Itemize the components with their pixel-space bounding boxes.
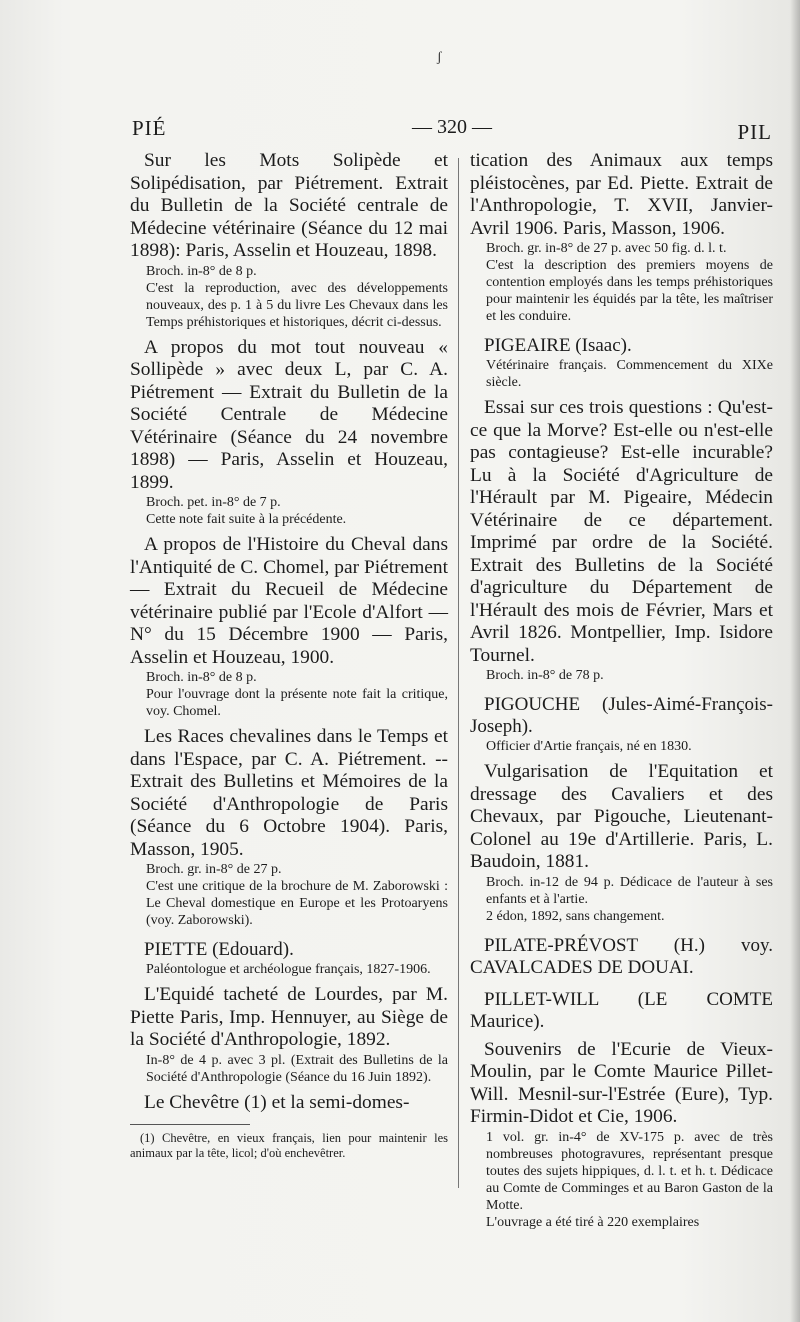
running-head [132, 116, 772, 146]
entry-title: Vulgarisation de l'Equitation et dressage des Cavaliers et des Chevaux, par Pigouche, Lieutenant-Colonel au 19e d'Artillerie. Paris, L. Baudoin, 1881. [470, 761, 773, 872]
footnote: (1) Chevêtre, en vieux français, lien pour maintenir les animaux par la tête, licol; d'où enchevêtrer. [130, 1131, 448, 1160]
entry-title: Essai sur ces trois questions : Qu'est-ce que la Morve? Est-elle ou n'est-elle pas contagieuse? Est-elle incurable? Lu à la Société d'Agriculture de l'Hérault par M. Pigeaire, Médecin Vétérinaire de ce département. Imprimé par ordre de la Société. Extrait des Bulletins de la Société d'agriculture du Département de l'Hérault des mois de Février, Mars et Avril 1826. Montpellier, Imp. Isidore Tournel. [470, 397, 773, 666]
entry-note: Broch. in-8° de 8 p. [146, 263, 257, 279]
author-heading: PILLET-WILL (LE COMTE Maurice). [470, 988, 773, 1032]
page-number: — 320 — [412, 116, 492, 138]
entry-title: L'Equidé tacheté de Lourdes, par M. Piette Paris, Imp. Hennuyer, au Siège de la Société d'Anthropologie, 1892. [130, 984, 448, 1050]
left-column [130, 150, 448, 1161]
entry-title: Sur les Mots Solipède et Solipédisation, par Piétrement. Extrait du Bulletin de la Société centrale de Médecine vétérinaire (Séance du 12 mai 1898): Paris, Asselin et Houzeau, 1898. [130, 150, 448, 261]
entry-note: 2 édon, 1892, sans changement. [486, 908, 665, 924]
entry-note: Broch. in-8° de 78 p. [486, 668, 604, 683]
entry-note: L'ouvrage a été tiré à 220 exemplaires [486, 1214, 700, 1230]
entry-title: Les Races chevalines dans le Temps et dans l'Espace, par C. A. Piétrement. -- Extrait des Bulletins et Mémoires de la Société d'Anthropologie de Paris (Séance du 6 Octobre 1904). Paris, Masson, 1905. [130, 726, 448, 860]
entry-note: Broch. gr. in-8° de 27 p. [146, 862, 282, 877]
author-heading: PIGEAIRE (Isaac). [484, 335, 632, 356]
column-divider [458, 158, 459, 1188]
author-heading: PIETTE (Edouard). [144, 939, 294, 960]
entry-note: C'est la description des premiers moyens de contention employés dans les temps préhistoriques pour maintenir les équidés par la tête, les maîtriser et les conduire. [486, 258, 773, 324]
entry-title: A propos de l'Histoire du Cheval dans l'Antiquité de C. Chomel, par Piétrement — Extrait du Recueil de Médecine vétérinaire publié par l'Ecole d'Alfort — N° du 15 Décembre 1900 — Paris, Asselin et Houzeau, 1900. [130, 534, 448, 668]
author-bio: Paléontologue et archéologue français, 1827-1906. [146, 962, 431, 977]
entry-note: Pour l'ouvrage dont la présente note fait la critique, voy. Chomel. [146, 687, 448, 719]
entry-title: A propos du mot tout nouveau « Sollipède » avec deux L, par C. A. Piétrement — Extrait du Bulletin de la Société Centrale de Médecine Vétérinaire (Séance du 24 novembre 1898) — Paris, Asselin et Houzeau, 1899. [130, 336, 448, 493]
entry-note: C'est une critique de la brochure de M. Zaborowski : Le Cheval domestique en Europe et les Protoaryens (voy. Zaborowski). [146, 879, 448, 928]
entry-note: In-8° de 4 p. avec 3 pl. (Extrait des Bulletins de la Société d'Anthropologie (Séance du 16 Juin 1892). [146, 1052, 448, 1085]
cross-reference-heading: PILATE-PRÉVOST (H.) voy. CAVALCADES DE DOUAI. [470, 934, 773, 978]
entry-note: 1 vol. gr. in-4° de XV-175 p. avec de très nombreuses photogravures, représentant presque toutes des sujets hippiques, d. l. t. et h. t. Dédicace au Comte de Comminges et au Baron Gaston de la Motte. [486, 1129, 773, 1213]
right-column [470, 150, 773, 1231]
entry-title: Souvenirs de l'Ecurie de Vieux-Moulin, par le Comte Maurice Pillet-Will. Mesnil-sur-l'Estrée (Eure), Typ. Firmin-Didot et Cie, 1906. [470, 1038, 773, 1127]
entry-note: Broch. pet. in-8° de 7 p. [146, 495, 281, 510]
entry-title: Le Chevêtre (1) et la semi-domes- [144, 1091, 410, 1113]
entry-note: Broch. in-8° de 8 p. [146, 670, 257, 685]
header-right-keyword: PIL [737, 120, 772, 144]
entry-note: C'est la reproduction, avec des développements nouveaux, des p. 1 à 5 du livre Les Chevaux dans les Temps préhistoriques et historiques, décrit ci-dessus. [146, 280, 448, 330]
author-bio: Officier d'Artie français, né en 1830. [486, 739, 692, 754]
ink-speck: ʃ [437, 50, 442, 65]
author-bio: Vétérinaire français. Commencement du XIXe siècle. [486, 358, 773, 390]
author-heading: PIGOUCHE (Jules-Aimé-François-Joseph). [470, 694, 773, 737]
entry-note: Broch. gr. in-8° de 27 p. avec 50 fig. d. l. t. [486, 241, 727, 256]
entry-continuation: tication des Animaux aux temps pléistocènes, par Ed. Piette. Extrait de l'Anthropologie, T. XVII, Janvier-Avril 1906. Paris, Masson, 1906. [470, 150, 773, 239]
page-edge-shadow [790, 0, 800, 1322]
footnote-rule [130, 1124, 250, 1125]
entry-note: Broch. in-12 de 94 p. Dédicace de l'auteur à ses enfants et à l'artie. [486, 874, 773, 907]
entry-note: Cette note fait suite à la précédente. [146, 512, 347, 527]
header-left-keyword: PIÉ [132, 116, 167, 140]
